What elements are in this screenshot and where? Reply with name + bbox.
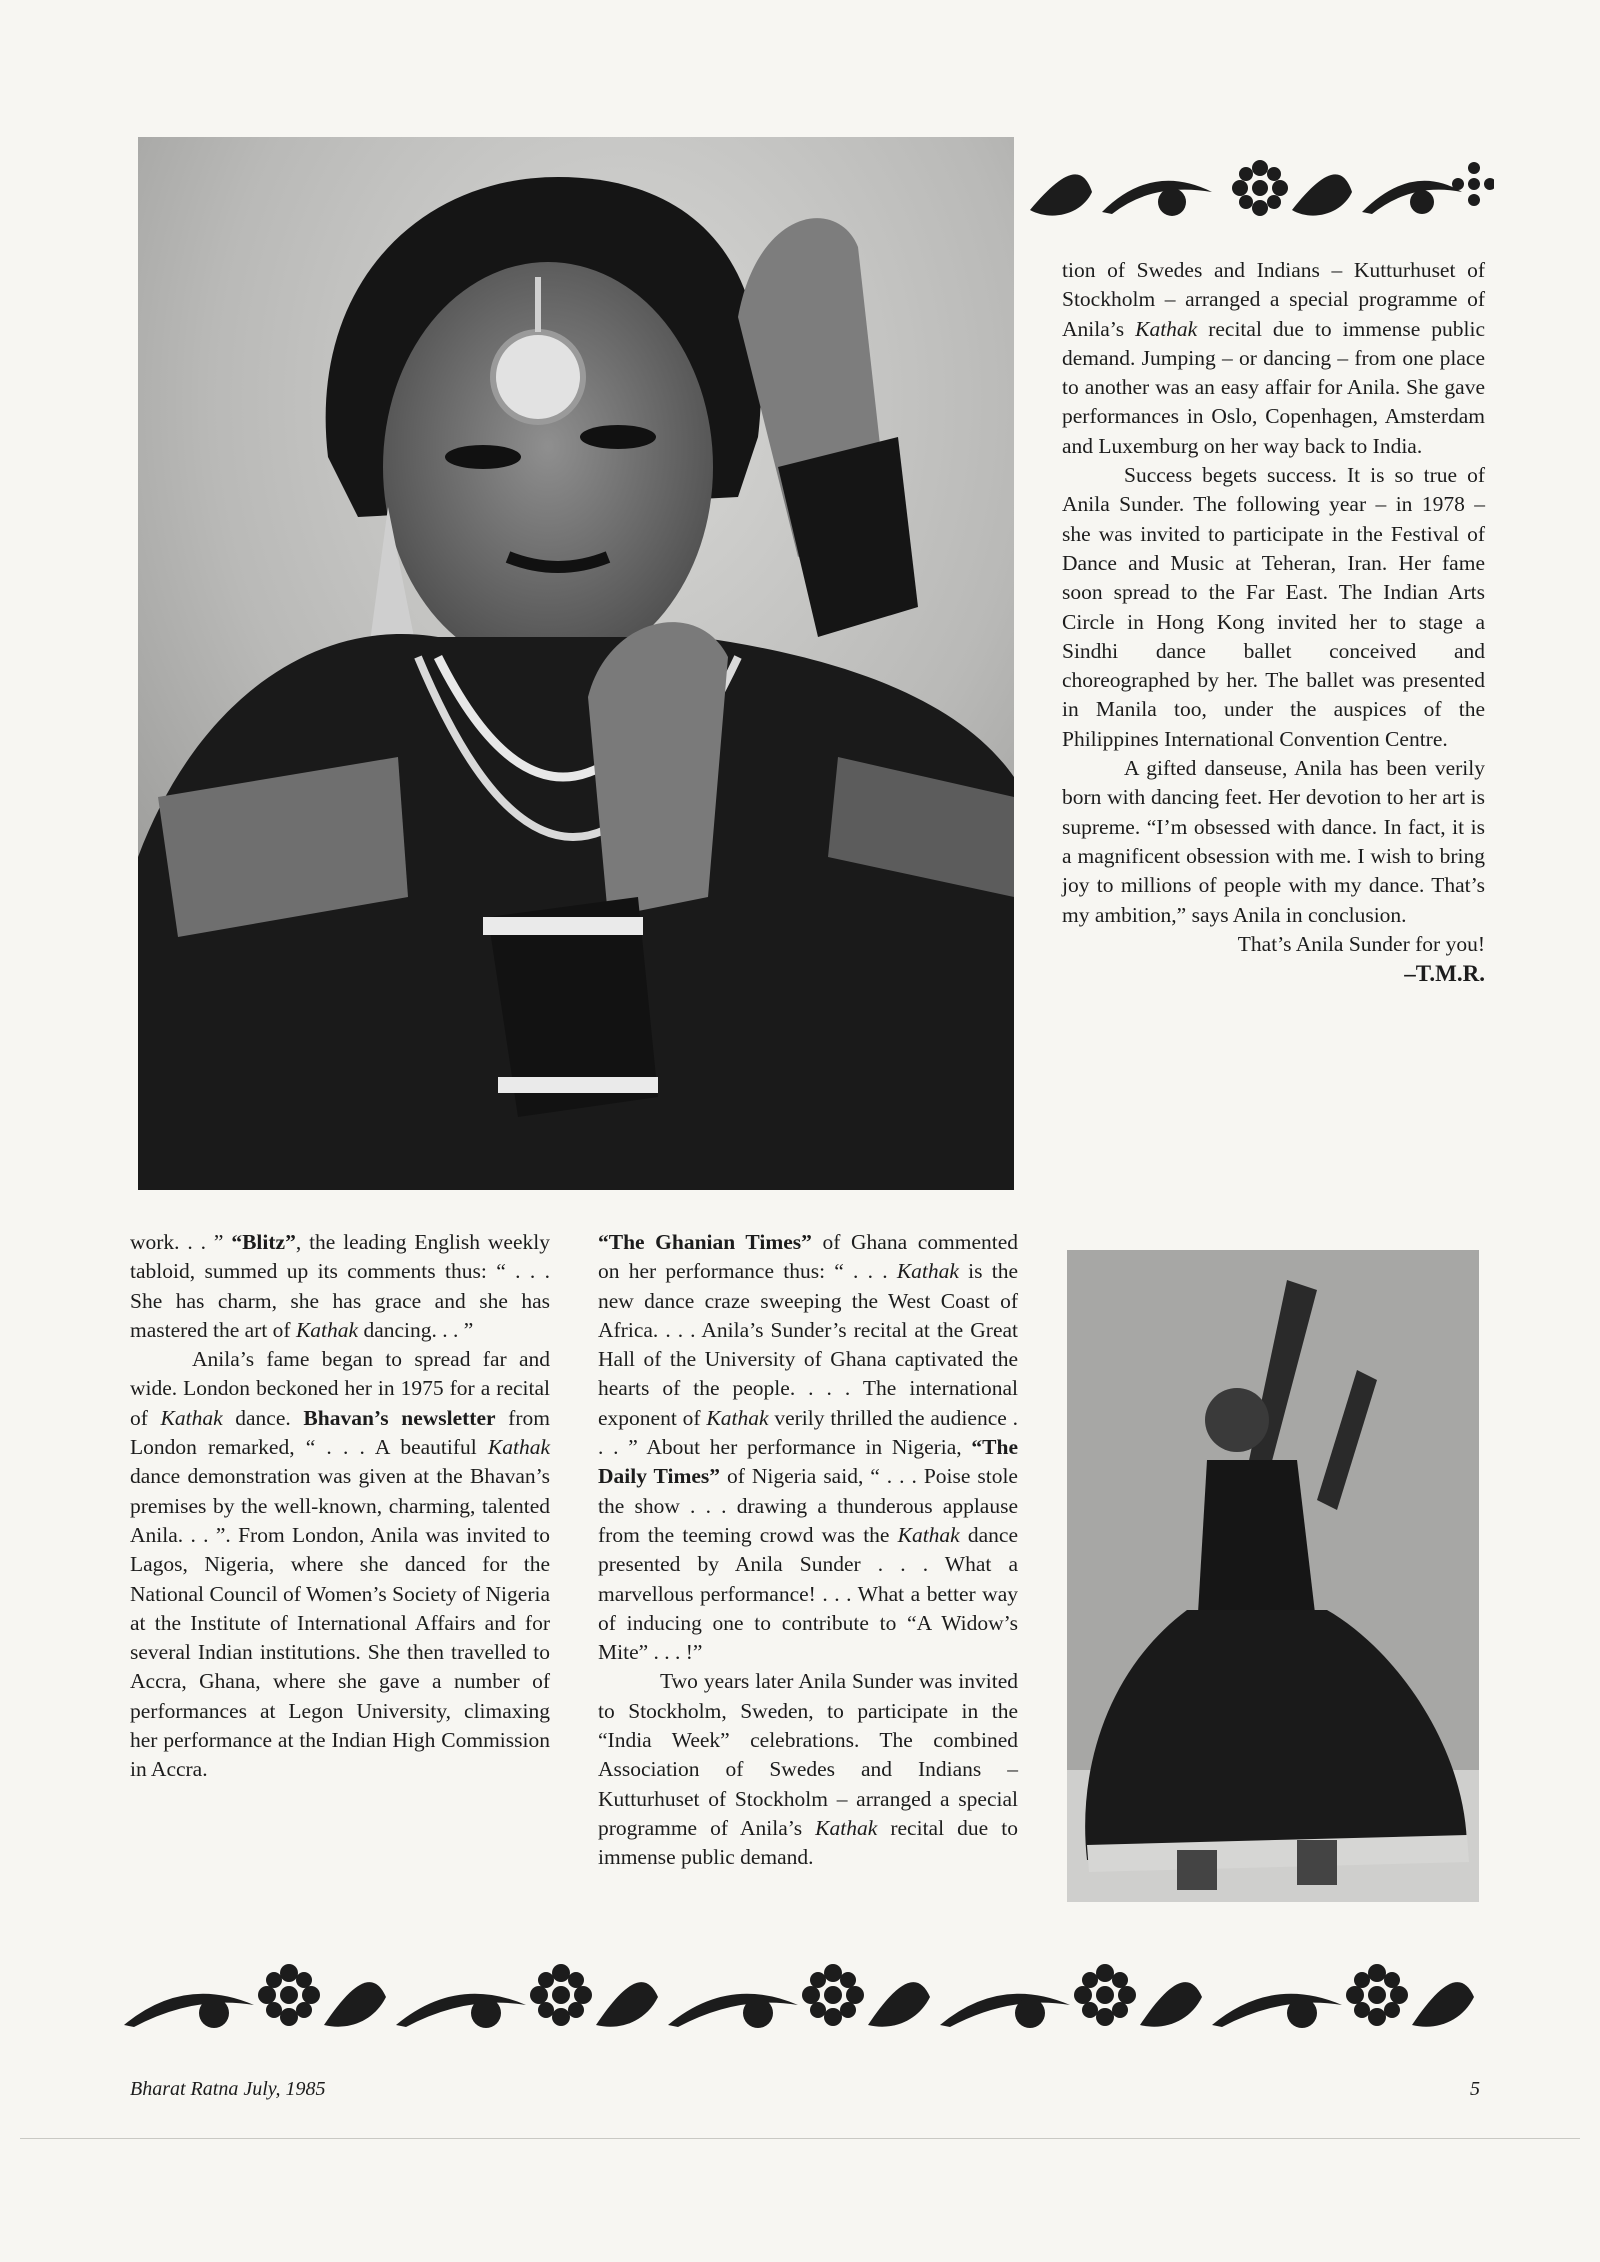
dancer-photograph — [1067, 1250, 1479, 1902]
page-number: 5 — [1470, 2078, 1480, 2100]
paragraph: Anila’s fame began to spread far and wide. London beckoned her in 1975 for a recital of Kathak dance. Bhavan’s newsletter from London remarked, “ . . . A beautiful Kathak dance demonstration was given at the Bhavan’s premises by the well-known, charming, talented Anila. . . ”. From London, Anila was invited to Lagos, Nigeria, where she danced for the National Council of Women’s Society of Nigeria at the Institute of International Affairs and for several Indian institutions. She then travelled to Accra, Ghana, where she gave a number of performances at Legon University, climaxing her performance at the Indian High Commission in Accra. — [130, 1347, 550, 1782]
bottom-rule — [20, 2138, 1580, 2139]
paragraph: work. . . ” “Blitz”, the leading English weekly tabloid, summed up its comments thus: “ . . . She has charm, she has grace and she has mastered the art of Kathak dancing. . . ” — [130, 1230, 550, 1342]
article-column-left — [130, 1228, 550, 1785]
paragraph: Two years later Anila Sunder was invited to Stockholm, Sweden, to participate in the “India Week” celebrations. The combined Association of Swedes and Indians – Kutturhuset of Stockholm – arranged a special programme of Anila’s Kathak recital due to immense public demand. — [598, 1669, 1018, 1870]
top-floral-ornament — [1022, 152, 1494, 224]
paragraph: A gifted danseuse, Anila has been verily born with dancing feet. Her devotion to her art is supreme. “I’m obsessed with dance. In fact, it is a magnificent obsession with me. I wish to bring joy to millions of people with my dance. That’s my ambition,” says Anila in conclusion. — [1062, 756, 1485, 927]
closing-line: That’s Anila Sunder for you! — [1237, 931, 1485, 956]
paragraph: Success begets success. It is so true of Anila Sunder. The following year – in 1978 – she was invited to participate in the Festival of Dance and Music at Teheran, Iran. Her fame soon spread to the Far East. The Indian Arts Circle in Hong Kong invited her to stage a Sindhi dance ballet conceived and choreographed by her. The ballet was presented in Manila too, under the auspices of the Philippines International Convention Centre. — [1062, 463, 1485, 751]
paragraph: tion of Swedes and Indians – Kutturhuset of Stockholm – arranged a special programme of Anila’s Kathak recital due to immense public demand. Jumping – or dancing – from one place to another was an easy affair for Anila. She gave performances in Oslo, Copenhagen, Amsterdam and Luxemburg on her way back to India. — [1062, 258, 1486, 458]
main-photograph — [138, 137, 1014, 1190]
article-column-middle — [598, 1228, 1018, 1873]
bottom-floral-ornament — [124, 1955, 1484, 2040]
article-column-right — [1062, 256, 1485, 988]
publication-footer: Bharat Ratna July, 1985 — [130, 2078, 326, 2100]
author-signature: –T.M.R. — [1404, 961, 1485, 987]
paragraph: “The Ghanian Times” of Ghana commented on her performance thus: “ . . . Kathak is the new dance craze sweeping the West Coast of Africa. . . . Anila’s Sunder’s recital at the Great Hall of the University of Ghana captivated the hearts of the people. . . . The international exponent of Kathak verily thrilled the audience . . . ” About her performance in Nigeria, “The Daily Times” of Nigeria said, “ . . . Poise stole the show . . . drawing a thunderous applause from the teeming crowd was the Kathak dance presented by Anila Sunder . . . What a marvellous performance! . . . What a better way of inducing one to contribute to “A Widow’s Mite” . . . !” — [598, 1230, 1019, 1665]
